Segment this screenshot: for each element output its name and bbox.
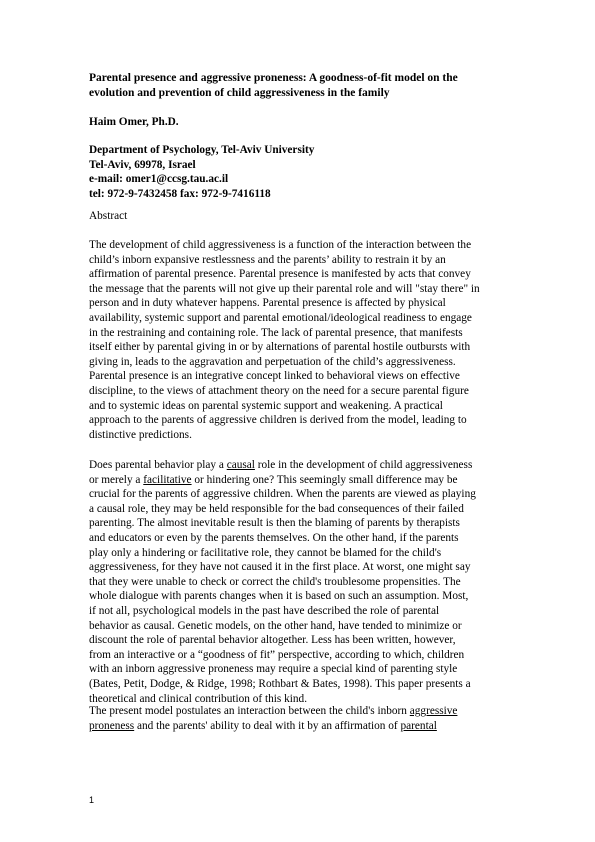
body-line: aggressiveness, for they have not caused it in the first place. At worst, one might say: [89, 561, 471, 574]
paper-title: [89, 71, 509, 100]
abstract-line: The development of child aggressiveness is a function of the interaction between the: [89, 239, 472, 251]
author-name: [89, 115, 509, 130]
body-line: discount the role of parental behavior altogether. Less has been written, however,: [89, 634, 456, 647]
affiliation-line: Department of Psychology, Tel-Aviv University: [89, 144, 315, 156]
author: Haim Omer, Ph.D.: [89, 116, 179, 128]
body-line: that they were unable to check or correct the child's troublesome propensities. The: [89, 575, 461, 588]
body-paragraph-2: [89, 704, 509, 733]
affiliation-line: Tel-Aviv, 69978, Israel: [89, 158, 196, 171]
abstract-line: the message that the parents will not give up their parental role and will "stay there" in: [89, 282, 480, 295]
body-line: and educators or even by the parents themselves. On the other hand, if the parents: [89, 531, 459, 544]
abstract-line: Parental presence is an integrative concept linked to behavioral views on effective: [89, 370, 460, 383]
body-line: crucial for the parents of aggressive children. When the parents are viewed as playing: [89, 488, 476, 501]
body-line: proneness and the parents' ability to deal with it by an affirmation of parental: [89, 719, 437, 732]
abstract-line: person and in duty whatever happens. Parental presence is affected by physical: [89, 297, 446, 310]
body-line: parenting. The almost inevitable result is then the blaming of parents by therapists: [89, 517, 460, 530]
body-line: The present model postulates an interaction between the child's inborn aggressive: [89, 705, 458, 717]
abstract-paragraph: [89, 238, 509, 442]
emphasis-parental: parental: [400, 719, 437, 732]
body-line: play only a hindering or facilitative role, they cannot be blamed for the child's: [89, 546, 442, 559]
body-line: or merely a facilitative or hindering one? This seemingly small difference may be: [89, 473, 458, 486]
body-line: Does parental behavior play a causal role in the development of child aggressiveness: [89, 459, 473, 471]
body-line: if not all, psychological models in the past have described the role of parental: [89, 604, 440, 617]
body-line: from an interactive or a “goodness of fit” perspective, according to which, children: [89, 648, 465, 661]
abstract-line: affirmation of parental presence. Parental presence is manifested by acts that convey: [89, 268, 471, 281]
body-line: theoretical and clinical contribution of this kind.: [89, 692, 308, 705]
abstract-line: itself either by parental giving in or by alternations of parental hostile outbursts with: [89, 341, 471, 354]
body-line: with an inborn aggressive proneness may require a special kind of parenting style: [89, 663, 458, 676]
emphasis-proneness: proneness: [89, 719, 135, 732]
email-line: e-mail: omer1@ccsg.tau.ac.il: [89, 173, 229, 186]
title-line: evolution and prevention of child aggressiveness in the family: [89, 86, 390, 99]
abstract-line: availability, systemic support and parental emotional/ideological readiness to engage: [89, 311, 472, 324]
abstract-line: child’s inborn expansive restlessness and the parents’ ability to restrain it by an: [89, 253, 446, 266]
body-line: whole dialogue with parents changes when it is based on such an assumption. Most,: [89, 590, 469, 603]
abstract-line: distinctive predictions.: [89, 428, 192, 441]
body-line: behavior as causal. Genetic models, on the other hand, have tended to minimize or: [89, 619, 462, 632]
affiliation-block: [89, 143, 509, 201]
phone-line: tel: 972-9-7432458 fax: 972-9-7416118: [89, 187, 271, 200]
abstract-line: approach to the parents of aggressive children is derived from the model, leading to: [89, 414, 467, 427]
emphasis-causal: causal: [226, 459, 255, 471]
abstract-line: and to systemic ideas on parental systemic support and weakening. A practical: [89, 399, 443, 412]
abstract-heading: Abstract: [89, 210, 128, 222]
abstract-line: in the restraining and containing role. The lack of parental presence, that manifests: [89, 326, 463, 339]
emphasis-aggressive: aggressive: [409, 705, 458, 717]
emphasis-facilitative: facilitative: [143, 473, 192, 486]
body-line: a causal role, they may be held responsible for the bad consequences of their failed: [89, 502, 464, 515]
abstract-line: discipline, to the views of attachment theory on the need for a secure parental figure: [89, 384, 469, 397]
body-line: (Bates, Petit, Dodge, & Ridge, 1998; Rothbart & Bates, 1998). This paper presents a: [89, 677, 471, 690]
title-line: Parental presence and aggressive proneness: A goodness-of-fit model on the: [89, 72, 458, 84]
abstract-line: giving in, leads to the aggravation and perpetuation of the child’s aggressiveness.: [89, 355, 456, 368]
body-paragraph-1: [89, 458, 509, 706]
page-number: 1: [89, 795, 95, 805]
